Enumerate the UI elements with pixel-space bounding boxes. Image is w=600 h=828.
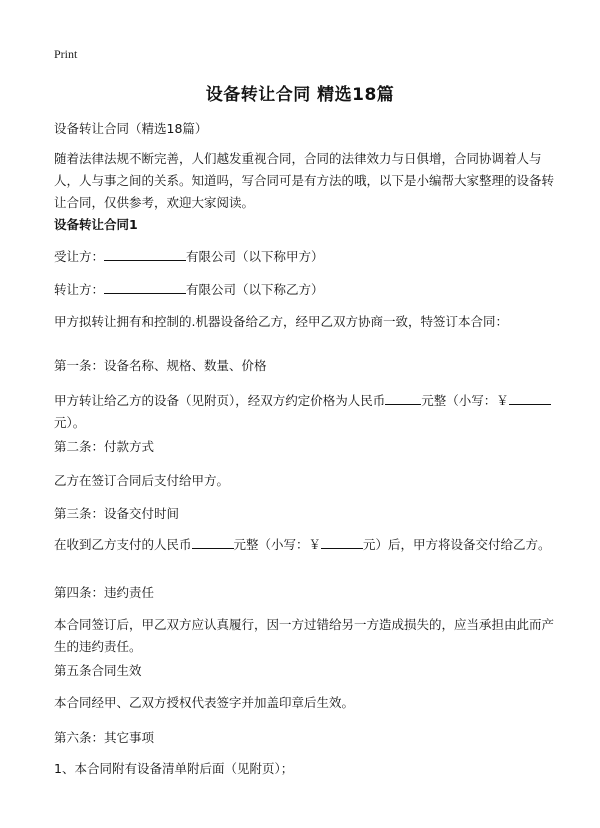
- article1-text-b: 元整（小写：￥: [421, 393, 509, 408]
- preamble-paragraph: 甲方拟转让拥有和控制的.机器设备给乙方，经甲乙双方协商一致，特签订本合同：: [54, 314, 508, 329]
- article1-text-c: 元）。: [54, 415, 86, 430]
- article1-text: [54, 390, 554, 434]
- article4-text: 本合同签订后，甲乙双方应认真履行，因一方过错给另一方造成损失的，应当承担由此而产生的违约责任。: [54, 617, 555, 654]
- article3-text-c: 元）后，甲方将设备交付给乙方。: [363, 537, 551, 552]
- article2-text: 乙方在签订合同后支付给甲方。: [54, 473, 230, 488]
- article5-heading: 第五条合同生效: [54, 663, 142, 678]
- party-a-line: [54, 246, 554, 268]
- party-b-blank: [104, 279, 186, 294]
- document-title: 设备转让合同 精选18篇: [205, 85, 395, 105]
- party-a-prefix: 受让方：: [54, 249, 105, 264]
- article6-item1: 1、本合同附有设备清单附后面（见附页）；: [54, 761, 294, 776]
- article2-heading: 第二条：付款方式: [54, 439, 155, 454]
- section-heading: 设备转让合同1: [54, 217, 138, 232]
- article1-blank-figure: [509, 390, 551, 405]
- party-b-prefix: 转让方：: [54, 282, 105, 297]
- article3-heading: 第三条：设备交付时间: [54, 506, 180, 521]
- intro-paragraph: 随着法律法规不断完善，人们越发重视合同，合同的法律效力与日俱增，合同协调着人与人，人与事之间的关系。知道吗，写合同可是有方法的哦，以下是小编帮大家整理的设备转让合同，仅供参考，欢迎大家阅读。: [54, 151, 555, 210]
- article1-heading: 第一条：设备名称、规格、数量、价格: [54, 358, 267, 373]
- party-b-suffix: 有限公司（以下称乙方）: [186, 282, 324, 297]
- party-a-suffix: 有限公司（以下称甲方）: [186, 249, 324, 264]
- article5-text: 本合同经甲、乙双方授权代表签字并加盖印章后生效。: [54, 695, 355, 710]
- party-b-line: [54, 279, 554, 301]
- article4-heading: 第四条：违约责任: [54, 585, 155, 600]
- document-subtitle: 设备转让合同（精选18篇）: [54, 121, 208, 136]
- article3-blank-amount: [192, 534, 234, 549]
- article3-text-a: 在收到乙方支付的人民币: [54, 537, 192, 552]
- article1-text-a: 甲方转让给乙方的设备（见附页），经双方约定价格为人民币: [54, 393, 386, 408]
- article3-blank-figure: [321, 534, 363, 549]
- article1-blank-amount: [385, 390, 421, 405]
- print-link[interactable]: Print: [54, 47, 78, 61]
- article3-text: [54, 534, 554, 556]
- article3-text-b: 元整（小写：￥: [233, 537, 322, 552]
- party-a-blank: [104, 246, 186, 261]
- article6-heading: 第六条：其它事项: [54, 730, 155, 745]
